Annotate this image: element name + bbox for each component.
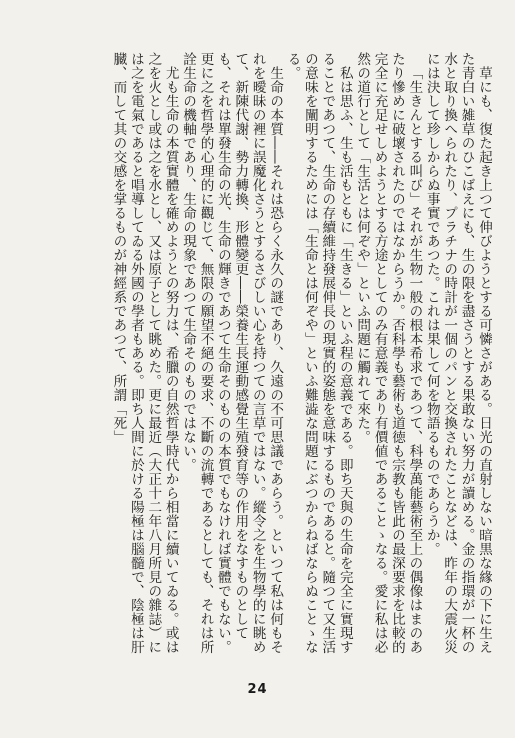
paragraph: 草にも、復た起き上つて伸びようとする可憐さがある。日光の直射しない暗黒な緣の下に生えた青白い雑草のひこばえにも、生の限を盡さうとする果敢ない努力が讀める。金の指環が一杯の水と取り換へられたり、プラチナの時計が一個のパンと交換されたことなどは、昨年の大震火災には決して珍しからぬ事實であつた。これは果して何を物語るものであらうか。 xyxy=(423,52,492,654)
body-text xyxy=(30,52,492,664)
paragraph: 私は思ふ、生も活もともに「生きる」といふ程の意義である。即ち天與の生命を完全に實現することであつて、生命の存續維持發展伸長の現實的姿態を意味するものであると。隨つて又生活の意味を闡明するためには「生命とは何ぞや」といふ難澁な問題にぶつからねばならぬことゝなる。 xyxy=(284,52,353,654)
paragraph: 尤も生命の本質實體を確めようとの努力は、希臘の自然哲學時代から相當に續いてゐる。或は之を火とし或は之を水とし、又は原子として眺めた。更に最近（大正十二年八月所見の雜誌）には之を電氣であると唱導してゐる外國の學者もある。即ち人間に於ける陽極は腦髓で、陰極は肝臓、而して其の交感を掌るものが神經系であつて、所謂「死」 xyxy=(110,52,179,654)
paragraph: 「生きんとする叫び」それが生物一般の根本希求であつて、科學萬能藝術至上の偶像はまのあたり慘めに破壞されたのではなからうか。否科學も藝術も道徳も宗教も皆此の最深要求を比較的完全に充足せしめようとする方途としてのみ有意義であり有價値であることゝなる。愛に私は必然の道行として「生活とは何ぞや」といふ問題に觸れて來た。 xyxy=(354,52,423,654)
page-number: 24 xyxy=(247,682,268,697)
paragraph: 生命の本質――それは恐らく永久の謎であり、久遠の不可思議であらう。といつて私は何もそれを曖昧の裡に誤魔化さうとするさびしい心を持つての言草ではない。縱令之を生物學的に眺めて、新陳代謝、勢力轉換、形體變更――榮養生長運動感覺生殖發育等の作用をなすものとしても、それは單發生命の光、生命の輝きであつて生命そのものの本質でもなければ實體でもない。更に之を哲學的心理的に觀じて、無限の願望不絕の要求、不斷の流轉であるとしても、それは所詮生命の機軸であり、生命の現象であつて生命そのものではない。 xyxy=(180,52,284,654)
